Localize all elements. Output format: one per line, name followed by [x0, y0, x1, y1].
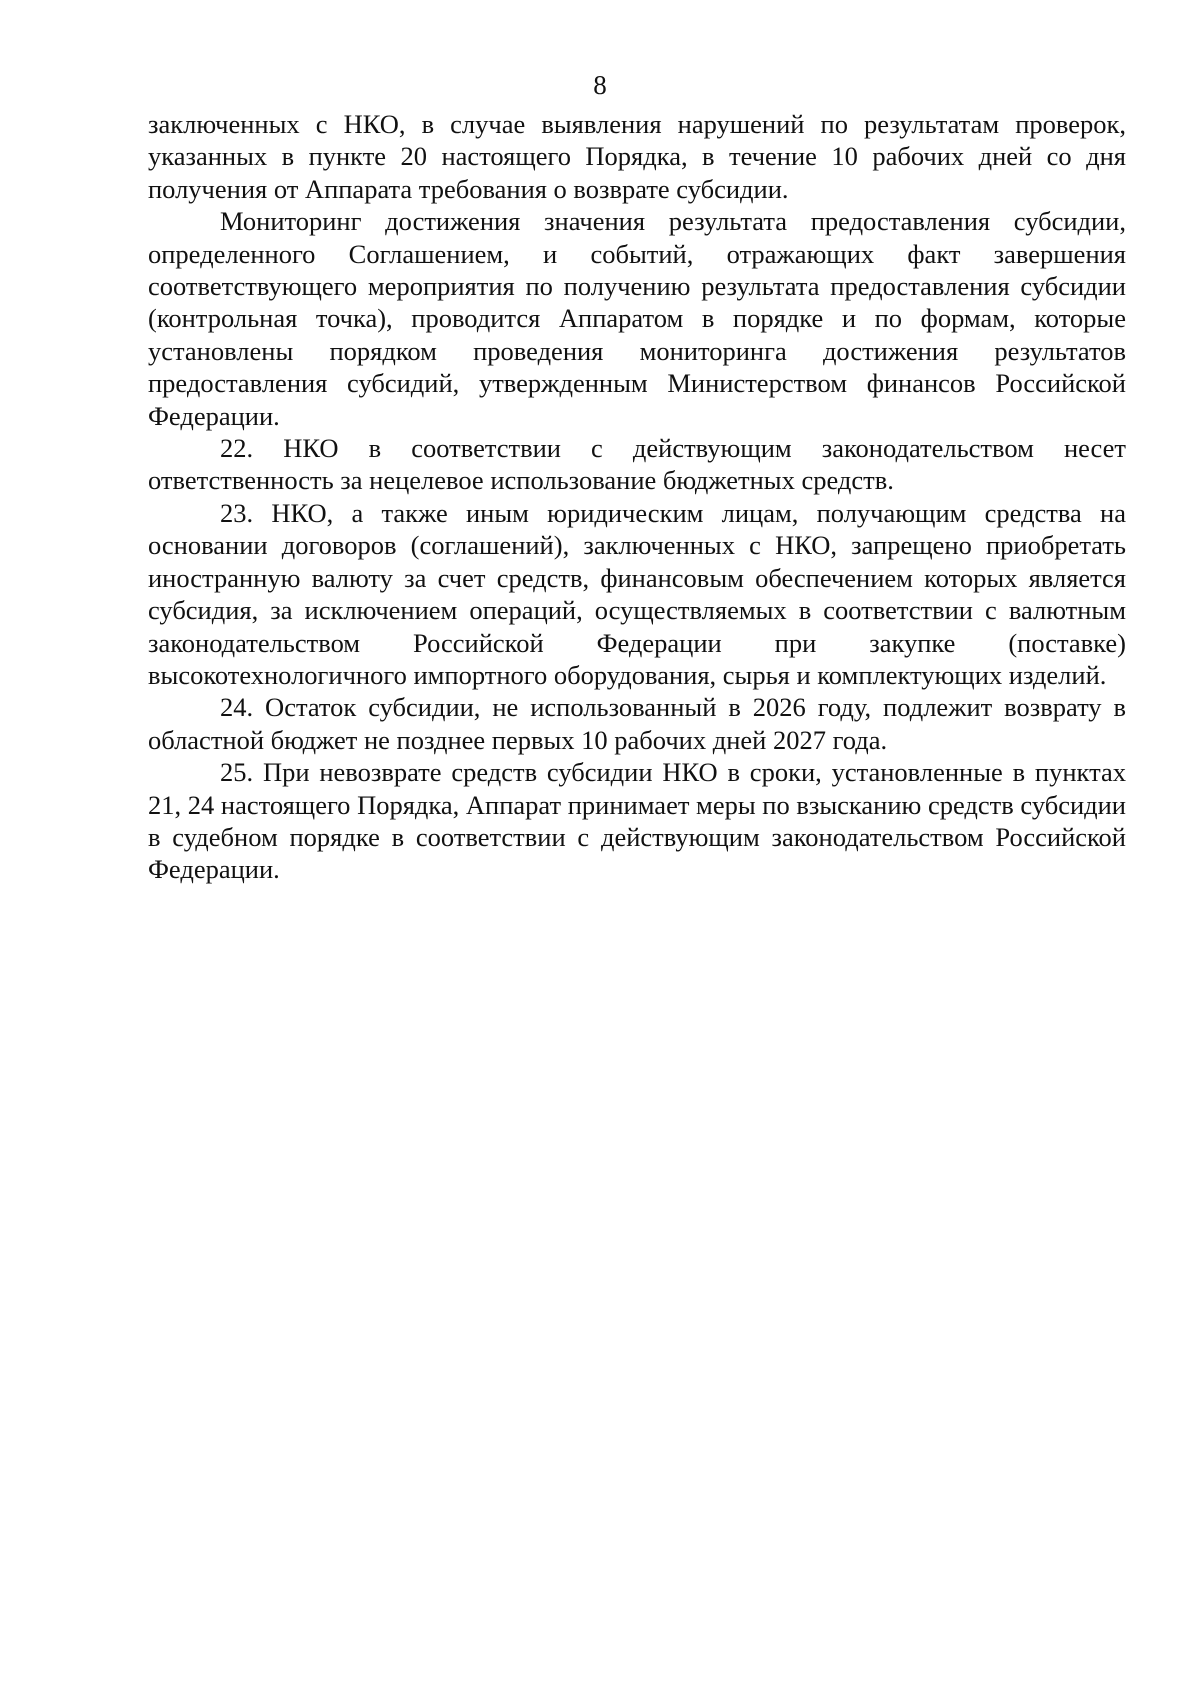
paragraph-clause-25: 25. При невозврате средств субсидии НКО в сроки, установленные в пунктах 21, 24 настоящего Порядка, Аппарат принимает меры по взысканию средств субсидии в судебном порядке в соответствии с действующим законодательством Российской Федерации.: [148, 757, 1126, 885]
paragraph-clause-22: 22. НКО в соответствии с действующим законодательством несет ответственность за нецелевое использование бюджетных средств.: [148, 433, 1126, 496]
document-body: [148, 108, 1126, 886]
paragraph-continuation: заключенных с НКО, в случае выявления нарушений по результатам проверок, указанных в пункте 20 настоящего Порядка, в течение 10 рабочих дней со дня получения от Аппарата требования о возврате субсидии.: [148, 109, 1126, 204]
paragraph-clause-23: 23. НКО, а также иным юридическим лицам, получающим средства на основании договоров (соглашений), заключенных с НКО, запрещено приобретать иностранную валюту за счет средств, финансовым обеспечением которых является субсидия, за исключением операций, осуществляемых в соответствии с валютным законодательством Российской Федерации при закупке (поставке) высокотехнологичного импортного оборудования, сырья и комплектующих изделий.: [148, 497, 1126, 690]
page-number: 8: [593, 70, 607, 100]
paragraph-monitoring: Мониторинг достижения значения результата предоставления субсидии, определенного Соглашением, и событий, отражающих факт завершения соответствующего мероприятия по получению результата предоставления субсидии (контрольная точка), проводится Аппаратом в порядке и по формам, которые установлены порядком проведения мониторинга достижения результатов предоставления субсидий, утвержденным Министерством финансов Российской Федерации.: [148, 206, 1126, 431]
paragraph-clause-24: 24. Остаток субсидии, не использованный в 2026 году, подлежит возврату в областной бюджет не позднее первых 10 рабочих дней 2027 года.: [148, 692, 1126, 755]
